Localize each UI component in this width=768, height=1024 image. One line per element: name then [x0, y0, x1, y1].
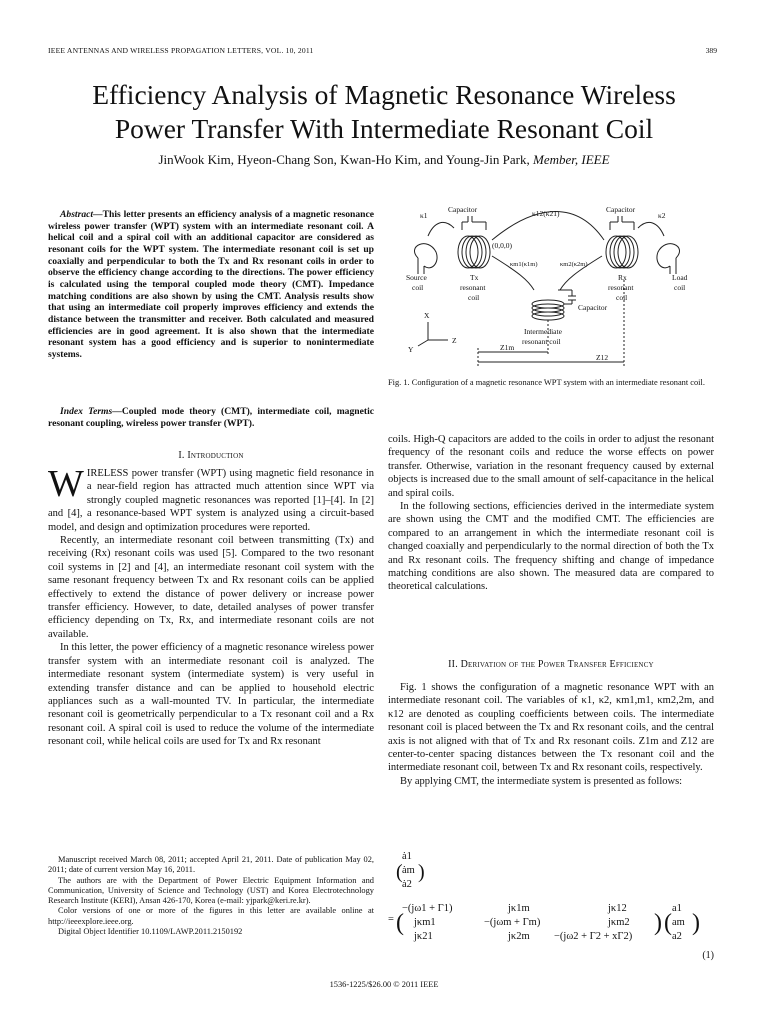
intro-paragraph-3-continued: coils. High-Q capacitors are added to the coils in order to adjust the resonant frequency of the resonant coils and reduce the worse effects on power transfer. Otherwise, variation in the resonant frequency caused by external objects is increased due to the small amount of self-capacitance in the helical and spiral coils.	[388, 434, 714, 499]
label-capacitor-left: Capacitor	[448, 205, 478, 214]
label-load-2: coil	[674, 283, 686, 292]
copyright-line: 1536-1225/$26.00 © 2011 IEEE	[329, 980, 439, 989]
drop-cap: W	[48, 463, 84, 505]
label-km1: κm1(κ1m)	[510, 261, 538, 268]
label-z12: Z12	[596, 353, 609, 362]
label-rx-2: resonant	[608, 283, 634, 292]
label-origin: (0,0,0)	[492, 241, 512, 250]
derivation-paragraph-2: By applying CMT, the intermediate system is presented as follows:	[400, 775, 683, 787]
abstract-text: This letter presents an efficiency analysis of a magnetic resonance wireless power transfer (WPT) system with an intermediate resonant coil. A helical coil and a spiral coil with an additional capacitor are considered as resonant coils for the WPT system. The intermediate resonant coil is set up coaxially and perpendicular to both the Tx and Rx resonant coils in order to observe the efficiency change according to the directions. The power efficiency is calculated using the temporal coupled mode theory (CMT). Impedance matching conditions are also shown by using the CMT. Analysis results show that using an intermediate coil properly improves efficiency and extends the distance between the transmitter and receiver. Both calculated and measured efficiencies are in good agreement. It is also shown that the intermediate resonant system has a good efficiency and is superior to nonintermediate systems.	[48, 209, 374, 360]
label-tx-2: resonant	[460, 283, 486, 292]
label-kappa2: κ2	[658, 211, 666, 220]
intro-paragraph-2: Recently, an intermediate resonant coil between transmitting (Tx) and receiving (Rx) resonant coils was used [5]. Compared to the two resonant coil systems in [2] and [4], an intermediate resonant coil system with the same resonant frequency between Tx and Rx resonant coils can be applied effectively to extend the distance of power delivery or increase power transfer efficiency. However, to date, detailed analyses of power transfer efficiency depending on Tx, Rx, and intermediate resonant coils are not available.	[48, 535, 374, 640]
derivation-paragraph-1: Fig. 1 shows the configuration of a magnetic resonance WPT with an intermediate resonant coil. The variables of κ1, κ2, κm1,m1, κm2,2m, and κ12 are denoted as coupling coefficients between coils. The intermediate resonant coil is placed between the Tx and Rx resonant coils, and the central axis is not aligned with that of Tx and Rx resonant coils. Z1m and Z12 are center-to-center spacing distances between the Tx resonant coil and the intermediate resonant coil, between Tx and Rx resonant coils, respectively.	[388, 682, 714, 774]
equation-rhs: a1 am a2	[672, 903, 685, 942]
section-heading-derivation	[388, 659, 714, 670]
label-intermediate-1: Intermediate	[524, 327, 562, 336]
label-km2: κm2(κ2m)	[560, 261, 588, 268]
intro-paragraph-4: In the following sections, efficiencies derived in the intermediate system are shown using the CMT and the modified CMT. The efficiencies are compared to an arrangement in which the intermediate resonant coil is changed coaxially and perpendicularly to the normal direction of both the Tx and Rx resonant coils. The frequency shifting and change of impedance matching conditions are also shown. The measured data are compared to theoretical calculations.	[388, 501, 714, 593]
index-terms	[48, 406, 374, 429]
page-number: 389	[705, 46, 717, 55]
label-capacitor-mid: Capacitor	[578, 303, 608, 312]
label-axis-x: X	[424, 311, 430, 320]
label-axis-y: Y	[408, 345, 414, 354]
label-rx-3: coil	[616, 293, 628, 302]
intro-paragraph-1: WIRELESS power transfer (WPT) using magnetic field resonance in a near-field region has attracted much attention since WPT via strongly coupled magnetic resonances was reported [1]–[4]. In [2] and [4], a resonance-based WPT system is analyzed using a circuit-based model, and design and optimization procedures were reported.	[48, 463, 374, 533]
section-heading-introduction	[48, 450, 374, 461]
equation-1: ( ȧ1 ȧm ȧ2 ) = ( −(jω1 + Γ1) jκ1m jκ12 jκm1 −(jωm + Γm) jκm2 jκ21 jκ2m −(jω2 + Γ2 + xΓ2) ) ( a1 am a2 ) (1)	[388, 851, 714, 961]
footnote-manuscript: Manuscript received March 08, 2011; accepted April 21, 2011. Date of publication May 02, 2011; date of current version May 16, 2011.	[48, 855, 374, 875]
author-membership: Member, IEEE	[532, 152, 610, 167]
label-tx-1: Tx	[470, 273, 479, 282]
title-line-2: Power Transfer With Intermediate Resonant Coil	[114, 113, 654, 144]
intro-paragraph-3: In this letter, the power efficiency of a magnetic resonance wireless power transfer system with an intermediate resonant coil is analyzed. The intermediate resonant system (intermediate system) is very useful in extending transfer distance and can be applied to household electric appliances such as a wall-mounted TV. In particular, the intermediate resonant coil is geometrically perpendicular to a Tx resonant coil and a Rx resonant coil. A spiral coil is used to reduce the volume of the intermediate resonant coil, while helical coils are used for Tx and Rx resonant	[48, 642, 374, 748]
footnote-doi: Digital Object Identifier 10.1109/LAWP.2011.2150192	[58, 927, 243, 937]
label-kappa1: κ1	[420, 211, 428, 220]
footnotes	[48, 855, 374, 937]
y-axis-arrow	[418, 340, 428, 346]
equation-number: (1)	[702, 950, 714, 961]
equation-matrix: −(jω1 + Γ1) jκ1m jκ12 jκm1 −(jωm + Γm) jκm2 jκ21 jκ2m −(jω2 + Γ2 + xΓ2)	[402, 903, 633, 942]
equation-lhs: ȧ1 ȧm ȧ2	[402, 851, 415, 890]
section-number: II.	[448, 659, 458, 670]
authors	[0, 152, 768, 168]
label-axis-z: Z	[452, 336, 457, 345]
section-title: Introduction	[187, 450, 244, 461]
footnote-affiliation: The authors are with the Department of Power Electric Equipment Information and Communication, University of Science and Technology (UST) and Korea Electrotechnology Research Institute (KERI), Ansan 426-170, Korea (e-mail: yjpark@keri.re.kr).	[48, 875, 374, 906]
intermediate-coil-icon	[532, 300, 564, 320]
section-number: I.	[178, 450, 185, 461]
label-source-2: coil	[412, 283, 424, 292]
figure-1-caption: Fig. 1. Configuration of a magnetic resonance WPT system with an intermediate resonant coil.	[388, 378, 705, 387]
running-header: IEEE ANTENNAS AND WIRELESS PROPAGATION LETTERS, VOL. 10, 2011	[48, 46, 314, 55]
author-names: JinWook Kim, Hyeon-Chang Son, Kwan-Ho Kim, and Young-Jin Park,	[158, 152, 530, 167]
label-source-1: Source	[406, 273, 427, 282]
right-column-body	[388, 433, 714, 594]
index-terms-text: Coupled mode theory (CMT), intermediate coil, magnetic resonant coupling, wireless power transfer (WPT).	[48, 406, 374, 429]
label-z1m: Z1m	[500, 343, 515, 352]
label-intermediate-2: resonant coil	[522, 337, 561, 346]
abstract	[48, 209, 374, 361]
label-capacitor-right: Capacitor	[606, 205, 636, 214]
paper-title	[0, 78, 768, 146]
title-line-1: Efficiency Analysis of Magnetic Resonance Wireless	[92, 79, 676, 110]
figure-1-diagram	[388, 200, 714, 372]
label-kappa12: κ12(κ21)	[532, 209, 560, 218]
index-terms-label: Index Terms—	[60, 406, 122, 417]
derivation-body	[388, 681, 714, 788]
rx-coil-icon	[606, 236, 638, 268]
intro-body	[48, 463, 374, 749]
footnote-color: Color versions of one or more of the figures in this letter are available online at http://ieeexplore.ieee.org.	[48, 906, 374, 926]
label-load-1: Load	[672, 273, 688, 282]
label-rx-1: Rx	[618, 273, 627, 282]
label-tx-3: coil	[468, 293, 480, 302]
tx-coil-icon	[458, 236, 490, 268]
section-title: Derivation of the Power Transfer Efficiency	[460, 659, 654, 670]
abstract-label: Abstract—	[60, 209, 103, 220]
